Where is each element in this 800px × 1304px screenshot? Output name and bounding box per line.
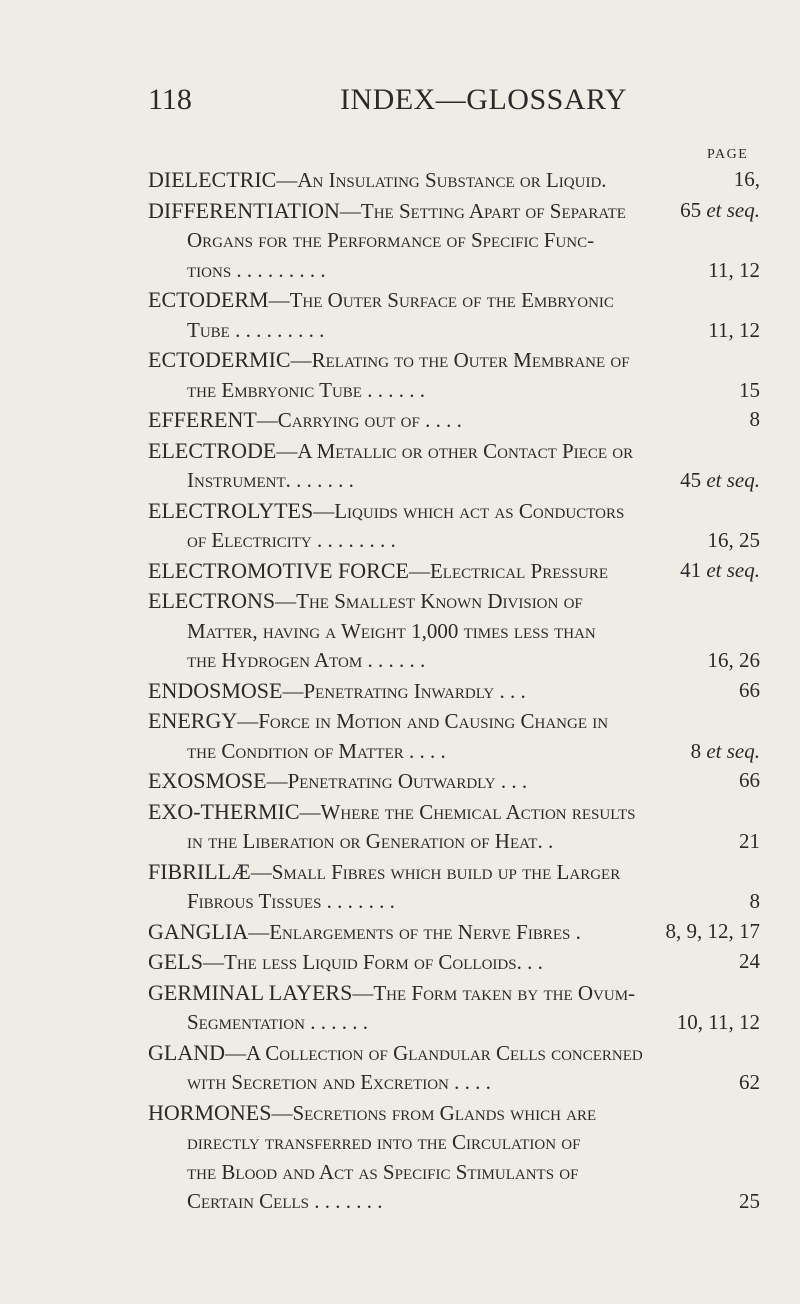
page-number: 118: [148, 83, 192, 116]
entry-definition: —A Collection of Glandular Cells concerned: [225, 1040, 643, 1065]
entry-line: [148, 1068, 760, 1098]
entry-term: GLAND: [148, 1039, 225, 1065]
entry-definition: —The less Liquid Form of Colloids. . .: [203, 950, 543, 974]
entry-term: ECTODERMIC: [148, 347, 291, 372]
entry-definition: —The Smallest Known Division of: [275, 589, 583, 613]
page-reference: 11, 12: [708, 257, 760, 282]
page-reference: 8: [749, 407, 760, 431]
entry-line: [148, 1038, 760, 1069]
entry-line: [148, 1098, 760, 1129]
entry-line: [148, 827, 760, 857]
entry-definition: Segmentation . . . . . .: [187, 1010, 368, 1034]
entry-line: [148, 496, 760, 527]
page-reference: 41 et seq.: [680, 557, 760, 582]
entry-term: GELS: [148, 949, 203, 974]
entry-term: FIBRILLÆ: [148, 858, 251, 884]
entry-line: [148, 466, 760, 496]
page-reference: 66: [739, 768, 760, 792]
entry-line: [148, 1158, 760, 1188]
entry-line: [148, 316, 760, 346]
entry-term: GERMINAL LAYERS: [148, 979, 353, 1005]
entry-term: ELECTRONS: [148, 588, 276, 613]
glossary-entry: [148, 947, 760, 978]
entry-definition: Tube . . . . . . . . .: [187, 317, 325, 342]
entry-definition: —Small Fibres which build up the Larger: [250, 859, 621, 884]
entry-term: GANGLIA: [148, 918, 249, 944]
glossary-entry: [148, 556, 760, 587]
glossary-entry: [148, 797, 760, 857]
page-reference: 65 et seq.: [680, 197, 760, 222]
glossary-entry: [148, 196, 760, 286]
entry-line: [148, 1128, 760, 1158]
entry-definition: —Relating to the Outer Membrane of: [290, 348, 630, 372]
page-reference: 16,: [733, 167, 760, 191]
entry-definition: Certain Cells . . . . . . .: [187, 1189, 383, 1213]
entry-term: EXO-THERMIC: [148, 798, 300, 824]
entry-definition: —An Insulating Substance or Liquid.: [276, 168, 607, 192]
glossary-entry: [148, 857, 760, 917]
entry-line: [148, 857, 760, 888]
entry-line: [148, 947, 760, 978]
entry-definition: directly transferred into the Circulation of: [187, 1130, 581, 1154]
glossary-entry: [148, 917, 760, 948]
entry-line: [148, 676, 760, 707]
entry-definition: of Electricity . . . . . . . .: [187, 528, 396, 552]
page-reference: 21: [739, 829, 760, 853]
entry-line: [148, 196, 760, 227]
entry-definition: —Carrying out of . . . .: [256, 408, 462, 432]
entry-line: [148, 165, 760, 196]
entry-line: [148, 646, 760, 676]
entry-definition: Matter, having a Weight 1,000 times less than: [187, 618, 596, 643]
entry-line: [148, 617, 760, 647]
page-reference: 8: [749, 889, 760, 913]
glossary-entry: [148, 1098, 760, 1217]
entry-line: [148, 436, 760, 467]
entry-definition: —The Setting Apart of Separate: [339, 198, 626, 223]
entry-definition: —The Form taken by the Ovum-: [352, 980, 636, 1005]
entry-term: ECTODERM: [148, 287, 269, 312]
entry-term: ELECTROMOTIVE FORCE: [148, 557, 409, 583]
page-reference: 16, 25: [707, 528, 760, 552]
entry-definition: —A Metallic or other Contact Piece or: [276, 438, 634, 463]
entry-line: [148, 556, 760, 587]
entry-definition: —Liquids which act as Conductors: [313, 498, 625, 523]
entry-term: DIELECTRIC: [148, 167, 277, 192]
entry-term: EFFERENT: [148, 407, 257, 432]
entry-line: [148, 737, 760, 767]
glossary-entry: [148, 978, 760, 1038]
entry-term: ENDOSMOSE: [148, 677, 283, 703]
glossary-entry: [148, 706, 760, 766]
entry-definition: Fibrous Tissues . . . . . . .: [187, 889, 395, 913]
entry-line: [148, 226, 760, 256]
entry-line: [148, 1008, 760, 1038]
entry-line: [148, 586, 760, 617]
glossary-entry: [148, 766, 760, 797]
entry-line: [148, 345, 760, 376]
entry-definition: —Penetrating Inwardly . . .: [282, 678, 526, 703]
page-reference: 66: [739, 677, 760, 702]
entry-definition: Organs for the Performance of Specific Func-: [187, 228, 595, 252]
entry-line: [148, 376, 760, 406]
page-reference: 24: [739, 949, 760, 973]
entry-definition: —Secretions from Glands which are: [271, 1100, 597, 1125]
entry-definition: —Enlargements of the Nerve Fibres .: [248, 919, 581, 944]
entry-line: [148, 797, 760, 828]
entry-definition: with Secretion and Excretion . . . .: [187, 1070, 491, 1094]
entry-definition: Instrument. . . . . . .: [187, 468, 354, 492]
glossary-entry: [148, 285, 760, 345]
glossary-entry: [148, 405, 760, 436]
running-head: INDEX—GLOSSARY: [340, 83, 628, 116]
entry-line: [148, 285, 760, 316]
entry-definition: the Hydrogen Atom . . . . . .: [187, 648, 426, 672]
entry-term: DIFFERENTIATION: [148, 197, 340, 223]
entry-line: [148, 887, 760, 917]
page-reference: 15: [739, 377, 760, 402]
entry-definition: —Force in Motion and Causing Change in: [237, 709, 609, 733]
entry-definition: the Blood and Act as Specific Stimulants of: [187, 1159, 579, 1184]
entry-line: [148, 978, 760, 1009]
page-reference: 45 et seq.: [680, 468, 760, 492]
entry-term: EXOSMOSE: [148, 768, 267, 793]
glossary-entry: [148, 496, 760, 556]
entry-definition: —Penetrating Outwardly . . .: [266, 769, 528, 793]
page-reference: 25: [739, 1189, 760, 1213]
entry-definition: —Where the Chemical Action results: [299, 799, 636, 824]
page-header: [148, 83, 760, 123]
entry-term: ELECTRODE: [148, 437, 277, 463]
entry-term: ELECTROLYTES: [148, 497, 314, 523]
page-reference: 10, 11, 12: [676, 1010, 760, 1034]
entry-term: ENERGY: [148, 708, 238, 733]
page-reference: 16, 26: [707, 648, 760, 672]
entry-definition: —Electrical Pressure: [408, 558, 609, 583]
entry-definition: tions . . . . . . . . .: [187, 257, 326, 282]
entry-line: [148, 766, 760, 797]
glossary-entry: [148, 436, 760, 496]
entry-definition: the Embryonic Tube . . . . . .: [187, 377, 425, 402]
entry-definition: the Condition of Matter . . . .: [187, 738, 446, 763]
page-reference: 62: [739, 1070, 760, 1094]
entry-line: [148, 917, 760, 948]
entry-line: [148, 1187, 760, 1217]
entry-line: [148, 526, 760, 556]
page-reference: 11, 12: [708, 317, 760, 342]
entry-line: [148, 706, 760, 737]
entry-term: HORMONES: [148, 1099, 272, 1125]
glossary-entry: [148, 1038, 760, 1098]
glossary-entries: [148, 165, 760, 1217]
entry-line: [148, 405, 760, 436]
entry-definition: in the Liberation or Generation of Heat. .: [187, 829, 554, 853]
entry-definition: —The Outer Surface of the Embryonic: [268, 288, 614, 312]
glossary-entry: [148, 676, 760, 707]
page-column-label: PAGE: [707, 147, 749, 162]
page-reference: 8 et seq.: [690, 738, 760, 763]
glossary-entry: [148, 586, 760, 676]
page-reference: 8, 9, 12, 17: [665, 918, 760, 943]
entry-line: [148, 256, 760, 286]
glossary-entry: [148, 345, 760, 405]
